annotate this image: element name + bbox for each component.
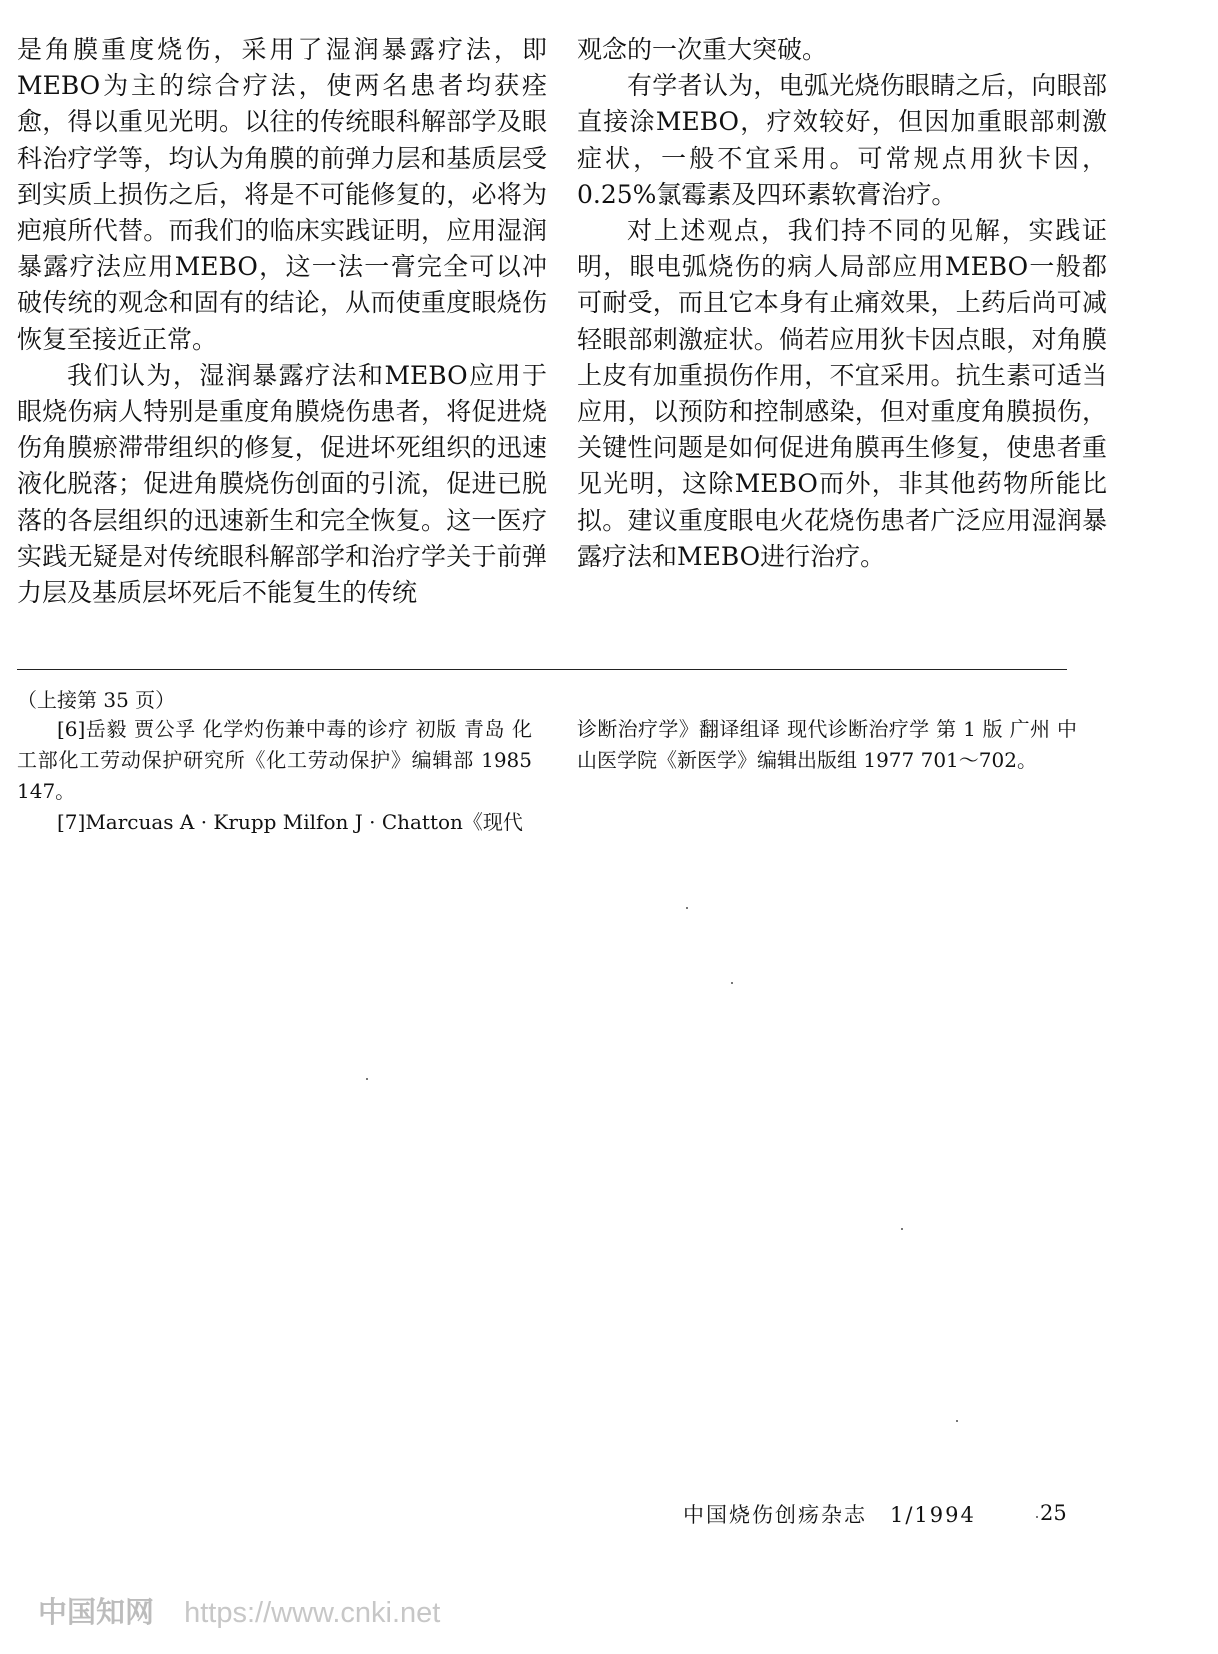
continued-from-note: （上接第 35 页） — [17, 688, 176, 712]
scan-speck — [901, 1228, 903, 1230]
body-paragraph: 是角膜重度烧伤，采用了湿润暴露疗法，即MEBO为主的综合疗法，使两名患者均获痊愈，得以重见光明。以往的传统眼科解部学及眼科治疗学等，均认为角膜的前弹力层和基质层受到实质上损伤之后，将是不可能修复的，必将为疤痕所代替。而我们的临床实践证明，应用湿润暴露疗法应用MEBO，这一法一膏完全可以冲破传统的观念和固有的结论，从而使重度眼烧伤恢复至接近正常。 — [17, 35, 547, 354]
references-right — [577, 714, 1077, 776]
section-divider — [17, 669, 1067, 670]
body-paragraph: 有学者认为，电弧光烧伤眼睛之后，向眼部直接涂MEBO，疗效较好，但因加重眼部刺激症状，一般不宜采用。可常规点用狄卡因，0.25%氯霉素及四环素软膏治疗。 — [577, 71, 1107, 209]
source-watermark — [38, 1590, 440, 1631]
journal-footer: 中国烧伤创疡杂志 1/1994 — [683, 1503, 976, 1527]
body-paragraph: 我们认为，湿润暴露疗法和MEBO应用于眼烧伤病人特别是重度角膜烧伤患者，将促进烧伤角膜瘀滞带组织的修复，促进坏死组织的迅速液化脱落；促进角膜烧伤创面的引流，促进已脱落的各层组织的迅速新生和完全恢复。这一医疗实践无疑是对传统眼科解部学和治疗学关于前弹力层及基质层坏死后不能复生的传统 — [17, 360, 547, 608]
scan-speck — [731, 982, 733, 984]
watermark-name: 中国知网 — [38, 1597, 155, 1629]
scan-speck — [956, 1420, 958, 1422]
reference-item: [7]Marcuas A · Krupp Milfon J · Chatton《现代 — [57, 810, 523, 834]
scan-speck — [1036, 1516, 1038, 1518]
page-number: 25 — [1040, 1501, 1067, 1525]
body-paragraph: 观念的一次重大突破。 — [577, 35, 828, 64]
scan-speck — [366, 1078, 368, 1080]
reference-item: 诊断治疗学》翻译组译 现代诊断治疗学 第 1 版 广州 中山医学院《新医学》编辑出版组 1977 701～702。 — [577, 717, 1077, 772]
body-paragraph: 对上述观点，我们持不同的见解，实践证明，眼电弧烧伤的病人局部应用MEBO一般都可耐受，而且它本身有止痛效果，上药后尚可减轻眼部刺激症状。倘若应用狄卡因点眼，对角膜上皮有加重损伤作用，不宜采用。抗生素可适当应用，以预防和控制感染，但对重度角膜损伤，关键性问题是如何促进角膜再生修复，使患者重见光明，这除MEBO而外，非其他药物所能比拟。建议重度眼电火花烧伤患者广泛应用湿润暴露疗法和MEBO进行治疗。 — [577, 216, 1107, 571]
reference-item: [6]岳毅 贾公孚 化学灼伤兼中毒的诊疗 初版 青岛 化工部化工劳动保护研究所《化工劳动保护》编辑部 1985 147。 — [17, 717, 532, 803]
article-left-column — [17, 32, 547, 611]
scan-speck — [686, 907, 688, 909]
article-right-column — [577, 32, 1107, 575]
watermark-url: https://www.cnki.net — [184, 1597, 441, 1629]
references-left — [17, 714, 532, 838]
